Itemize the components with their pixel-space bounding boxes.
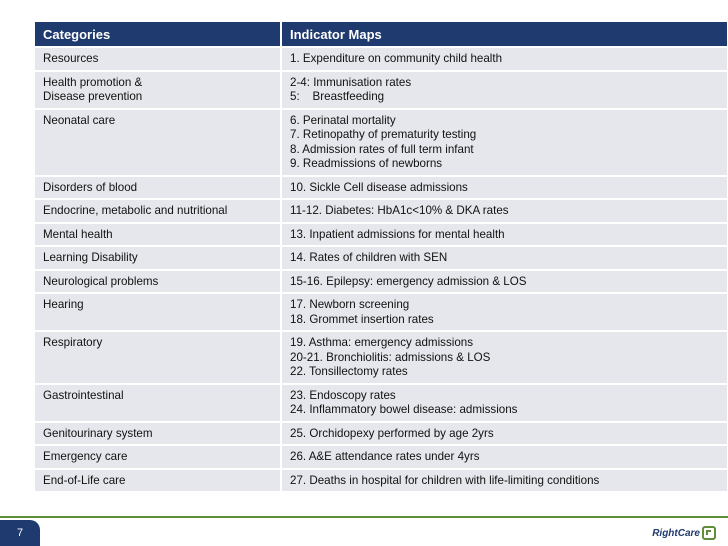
category-cell — [35, 270, 281, 294]
table-row — [35, 71, 727, 109]
indicator-text: 15-16. Epilepsy: emergency admission & LOS — [290, 274, 527, 288]
column-header-categories: Categories — [35, 22, 281, 47]
rightcare-logo — [652, 524, 716, 542]
category-text: Neonatal care — [43, 113, 116, 127]
indicator-text: 13. Inpatient admissions for mental health — [290, 227, 505, 241]
category-text: End-of-Life care — [43, 473, 126, 487]
category-text: Respiratory — [43, 336, 103, 349]
indicator-text: 2-4: Immunisation rates — [290, 75, 412, 89]
table-row — [35, 176, 727, 200]
category-text: Health promotion & — [43, 75, 143, 89]
table-row — [35, 422, 727, 446]
indicator-cell — [281, 445, 727, 469]
category-cell — [35, 331, 281, 384]
indicator-text: 1. Expenditure on community child health — [290, 52, 503, 65]
table-row — [35, 223, 727, 247]
indicator-cell — [281, 270, 727, 294]
category-cell — [35, 223, 281, 247]
category-cell — [35, 47, 281, 71]
category-text: Mental health — [43, 227, 113, 241]
page-number: 7 — [16, 527, 24, 539]
indicator-text: 24. Inflammatory bowel disease: admissions — [290, 403, 518, 416]
category-text: Disease prevention — [43, 90, 143, 103]
page-number-box — [0, 520, 40, 546]
category-cell — [35, 176, 281, 200]
indicator-text: 9. Readmissions of newborns — [290, 157, 443, 170]
indicator-cell — [281, 176, 727, 200]
table-row — [35, 469, 727, 492]
category-text: Gastrointestinal — [43, 388, 124, 402]
table-header-row — [35, 22, 727, 47]
indicator-text: 5: Breastfeeding — [290, 90, 385, 103]
indicator-text: 14. Rates of children with SEN — [290, 251, 448, 264]
indicator-text: 25. Orchidopexy performed by age 2yrs — [290, 426, 494, 440]
column-header-indicator-maps: Indicator Maps — [281, 22, 727, 47]
indicator-cell — [281, 422, 727, 446]
category-text: Learning Disability — [43, 251, 138, 264]
indicator-cell — [281, 71, 727, 109]
rightcare-mark-icon — [702, 526, 716, 540]
category-cell — [35, 293, 281, 331]
indicator-table-container — [35, 22, 727, 491]
category-text: Genitourinary system — [43, 426, 153, 440]
indicator-text: 19. Asthma: emergency admissions — [290, 336, 474, 349]
indicator-text: 6. Perinatal mortality — [290, 113, 396, 127]
table-row — [35, 47, 727, 71]
table-row — [35, 199, 727, 223]
indicator-cell — [281, 293, 727, 331]
logo-text: RightCare — [652, 527, 700, 539]
category-text: Disorders of blood — [43, 180, 138, 194]
table-body — [35, 47, 727, 491]
category-cell — [35, 109, 281, 176]
category-text: Neurological problems — [43, 274, 159, 288]
indicator-text: 26. A&E attendance rates under 4yrs — [290, 450, 480, 463]
table-row — [35, 109, 727, 176]
category-cell — [35, 384, 281, 422]
category-cell — [35, 246, 281, 270]
indicator-cell — [281, 223, 727, 247]
indicator-cell — [281, 384, 727, 422]
table-row — [35, 445, 727, 469]
indicator-text: 8. Admission rates of full term infant — [290, 142, 474, 156]
category-text: Endocrine, metabolic and nutritional — [43, 204, 228, 217]
table-row — [35, 384, 727, 422]
indicator-text: 11-12. Diabetes: HbA1c<10% & DKA rates — [290, 204, 509, 217]
indicator-text: 27. Deaths in hospital for children with life-limiting conditions — [290, 473, 600, 487]
indicator-text: 23. Endoscopy rates — [290, 388, 396, 402]
table-row — [35, 293, 727, 331]
indicator-cell — [281, 469, 727, 492]
indicator-table — [35, 22, 727, 491]
category-text: Emergency care — [43, 450, 128, 463]
indicator-text: 20-21. Bronchiolitis: admissions & LOS — [290, 350, 491, 364]
indicator-text: 7. Retinopathy of prematurity testing — [290, 128, 477, 141]
category-text: Hearing — [43, 298, 84, 311]
table-row — [35, 270, 727, 294]
category-text: Resources — [43, 52, 99, 65]
indicator-cell — [281, 109, 727, 176]
indicator-text: 22. Tonsillectomy rates — [290, 365, 408, 378]
category-cell — [35, 422, 281, 446]
indicator-text: 18. Grommet insertion rates — [290, 312, 434, 326]
indicator-cell — [281, 47, 727, 71]
category-cell — [35, 199, 281, 223]
category-cell — [35, 71, 281, 109]
category-cell — [35, 445, 281, 469]
indicator-cell — [281, 246, 727, 270]
indicator-cell — [281, 199, 727, 223]
indicator-cell — [281, 331, 727, 384]
category-cell — [35, 469, 281, 492]
footer-divider — [0, 516, 728, 518]
indicator-text: 10. Sickle Cell disease admissions — [290, 180, 468, 194]
table-row — [35, 246, 727, 270]
indicator-text: 17. Newborn screening — [290, 298, 410, 311]
table-row — [35, 331, 727, 384]
